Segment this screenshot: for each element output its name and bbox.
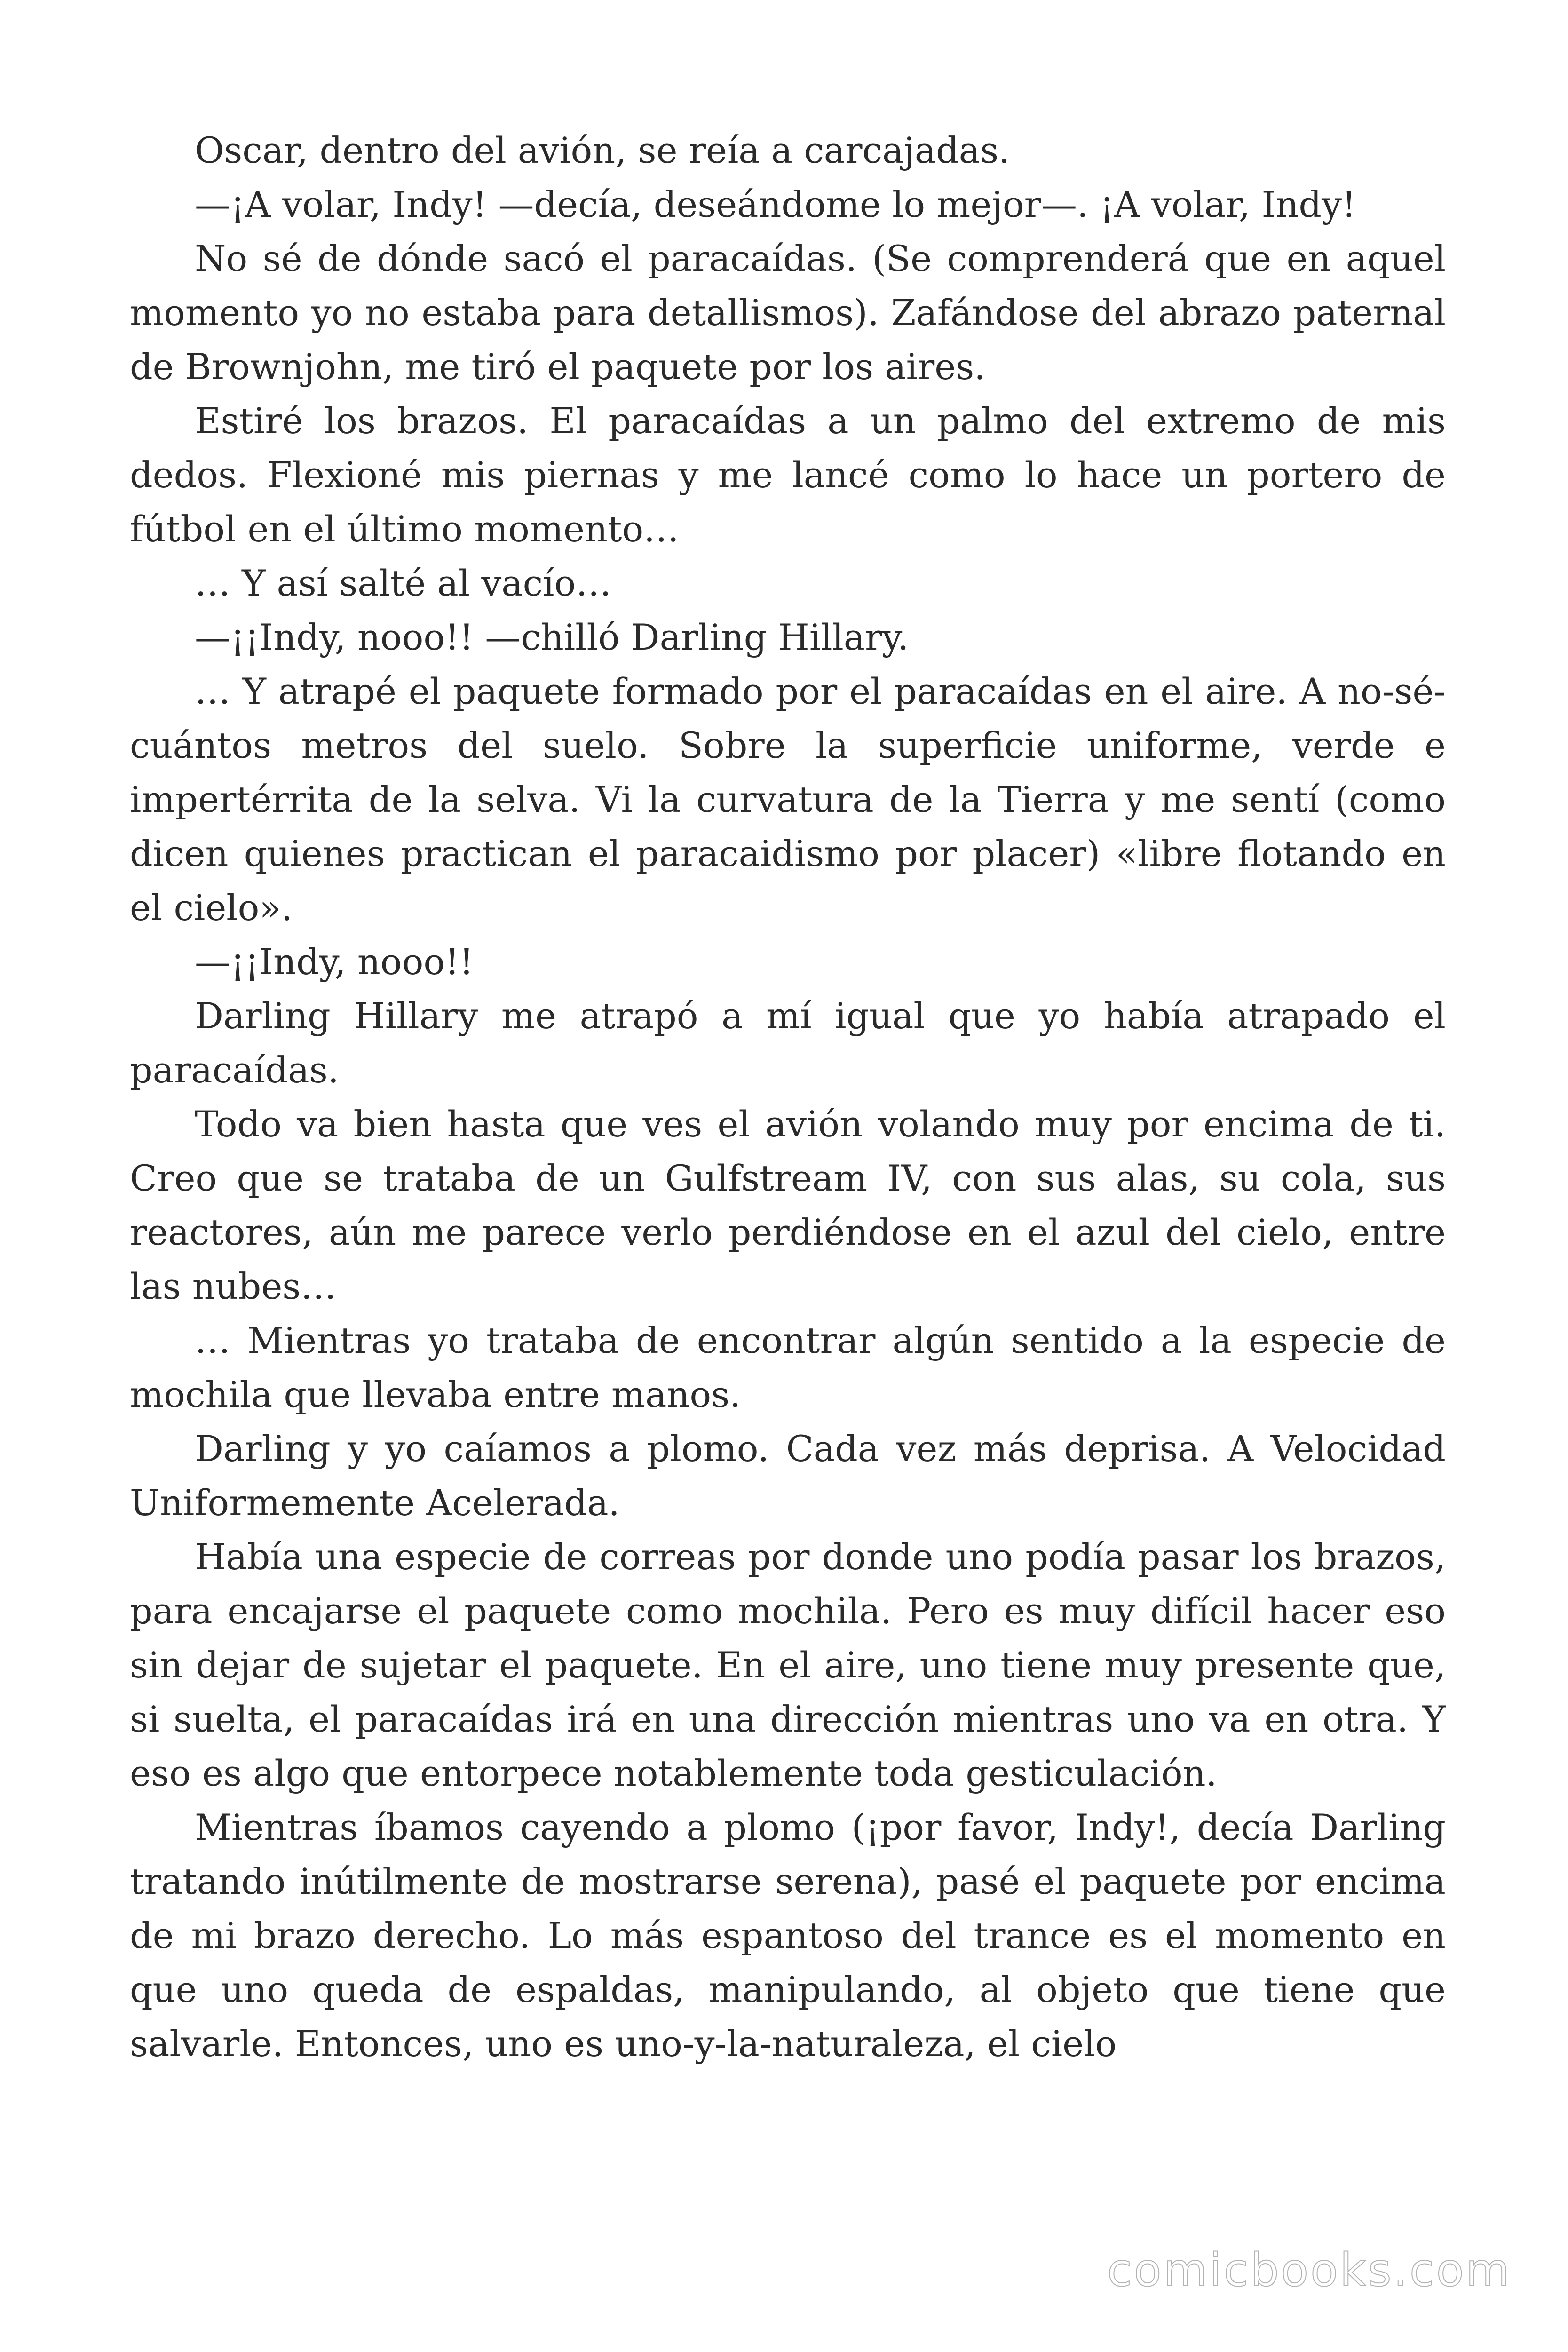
- paragraph: —¡¡Indy, nooo!! —chilló Darling Hillary.: [195, 616, 909, 658]
- paragraph: Todo va bien hasta que ves el avión volando muy por encima de ti. Creo que se trataba de un Gulfstream IV, con sus alas, su cola, sus reactores, aún me parece verlo perdiéndose en el azul del cielo, entre las nubes…: [130, 1103, 1446, 1307]
- paragraph: Oscar, dentro del avión, se reía a carcajadas.: [195, 129, 1010, 171]
- watermark: comicbooks.com: [1107, 2244, 1512, 2296]
- paragraph: … Y atrapé el paquete formado por el paracaídas en el aire. A no-sé-cuántos metros del suelo. Sobre la superficie uniforme, verde e impertérrita de la selva. Vi la curvatura de la Tierra y me sentí (como dicen quienes practican el paracaidismo por placer) «libre flotando en el cielo».: [130, 670, 1446, 929]
- paragraph: —¡A volar, Indy! —decía, deseándome lo mejor—. ¡A volar, Indy!: [195, 183, 1356, 225]
- paragraph: Mientras íbamos cayendo a plomo (¡por favor, Indy!, decía Darling tratando inútilmente de mostrarse serena), pasé el paquete por encima de mi brazo derecho. Lo más espantoso del trance es el momento en que uno queda de espaldas, manipulando, al objeto que tiene que salvarle. Entonces, uno es uno-y-la-naturaleza, el cielo: [130, 1806, 1446, 2065]
- paragraph: —¡¡Indy, nooo!!: [195, 941, 474, 983]
- paragraph: Había una especie de correas por donde uno podía pasar los brazos, para encajarse el paquete como mochila. Pero es muy difícil hacer eso sin dejar de sujetar el paquete. En el aire, uno tiene muy presente que, si suelta, el paracaídas irá en una dirección mientras uno va en otra. Y eso es algo que entorpece notablemente toda gesticulación.: [130, 1536, 1446, 1794]
- paragraph: No sé de dónde sacó el paracaídas. (Se comprenderá que en aquel momento yo no estaba para detallismos). Zafándose del abrazo paternal de Brownjohn, me tiró el paquete por los aires.: [130, 238, 1446, 388]
- paragraph: Darling Hillary me atrapó a mí igual que yo había atrapado el paracaídas.: [130, 995, 1446, 1091]
- paragraph: Darling y yo caíamos a plomo. Cada vez más deprisa. A Velocidad Uniformemente Acelerada.: [130, 1428, 1446, 1524]
- paragraph: … Y así salté al vacío…: [195, 562, 612, 604]
- body-text: [130, 123, 1446, 2071]
- paragraph: Estiré los brazos. El paracaídas a un palmo del extremo de mis dedos. Flexioné mis piernas y me lancé como lo hace un portero de fútbol en el último momento…: [130, 400, 1446, 550]
- paragraph: … Mientras yo trataba de encontrar algún sentido a la especie de mochila que llevaba entre manos.: [130, 1319, 1446, 1415]
